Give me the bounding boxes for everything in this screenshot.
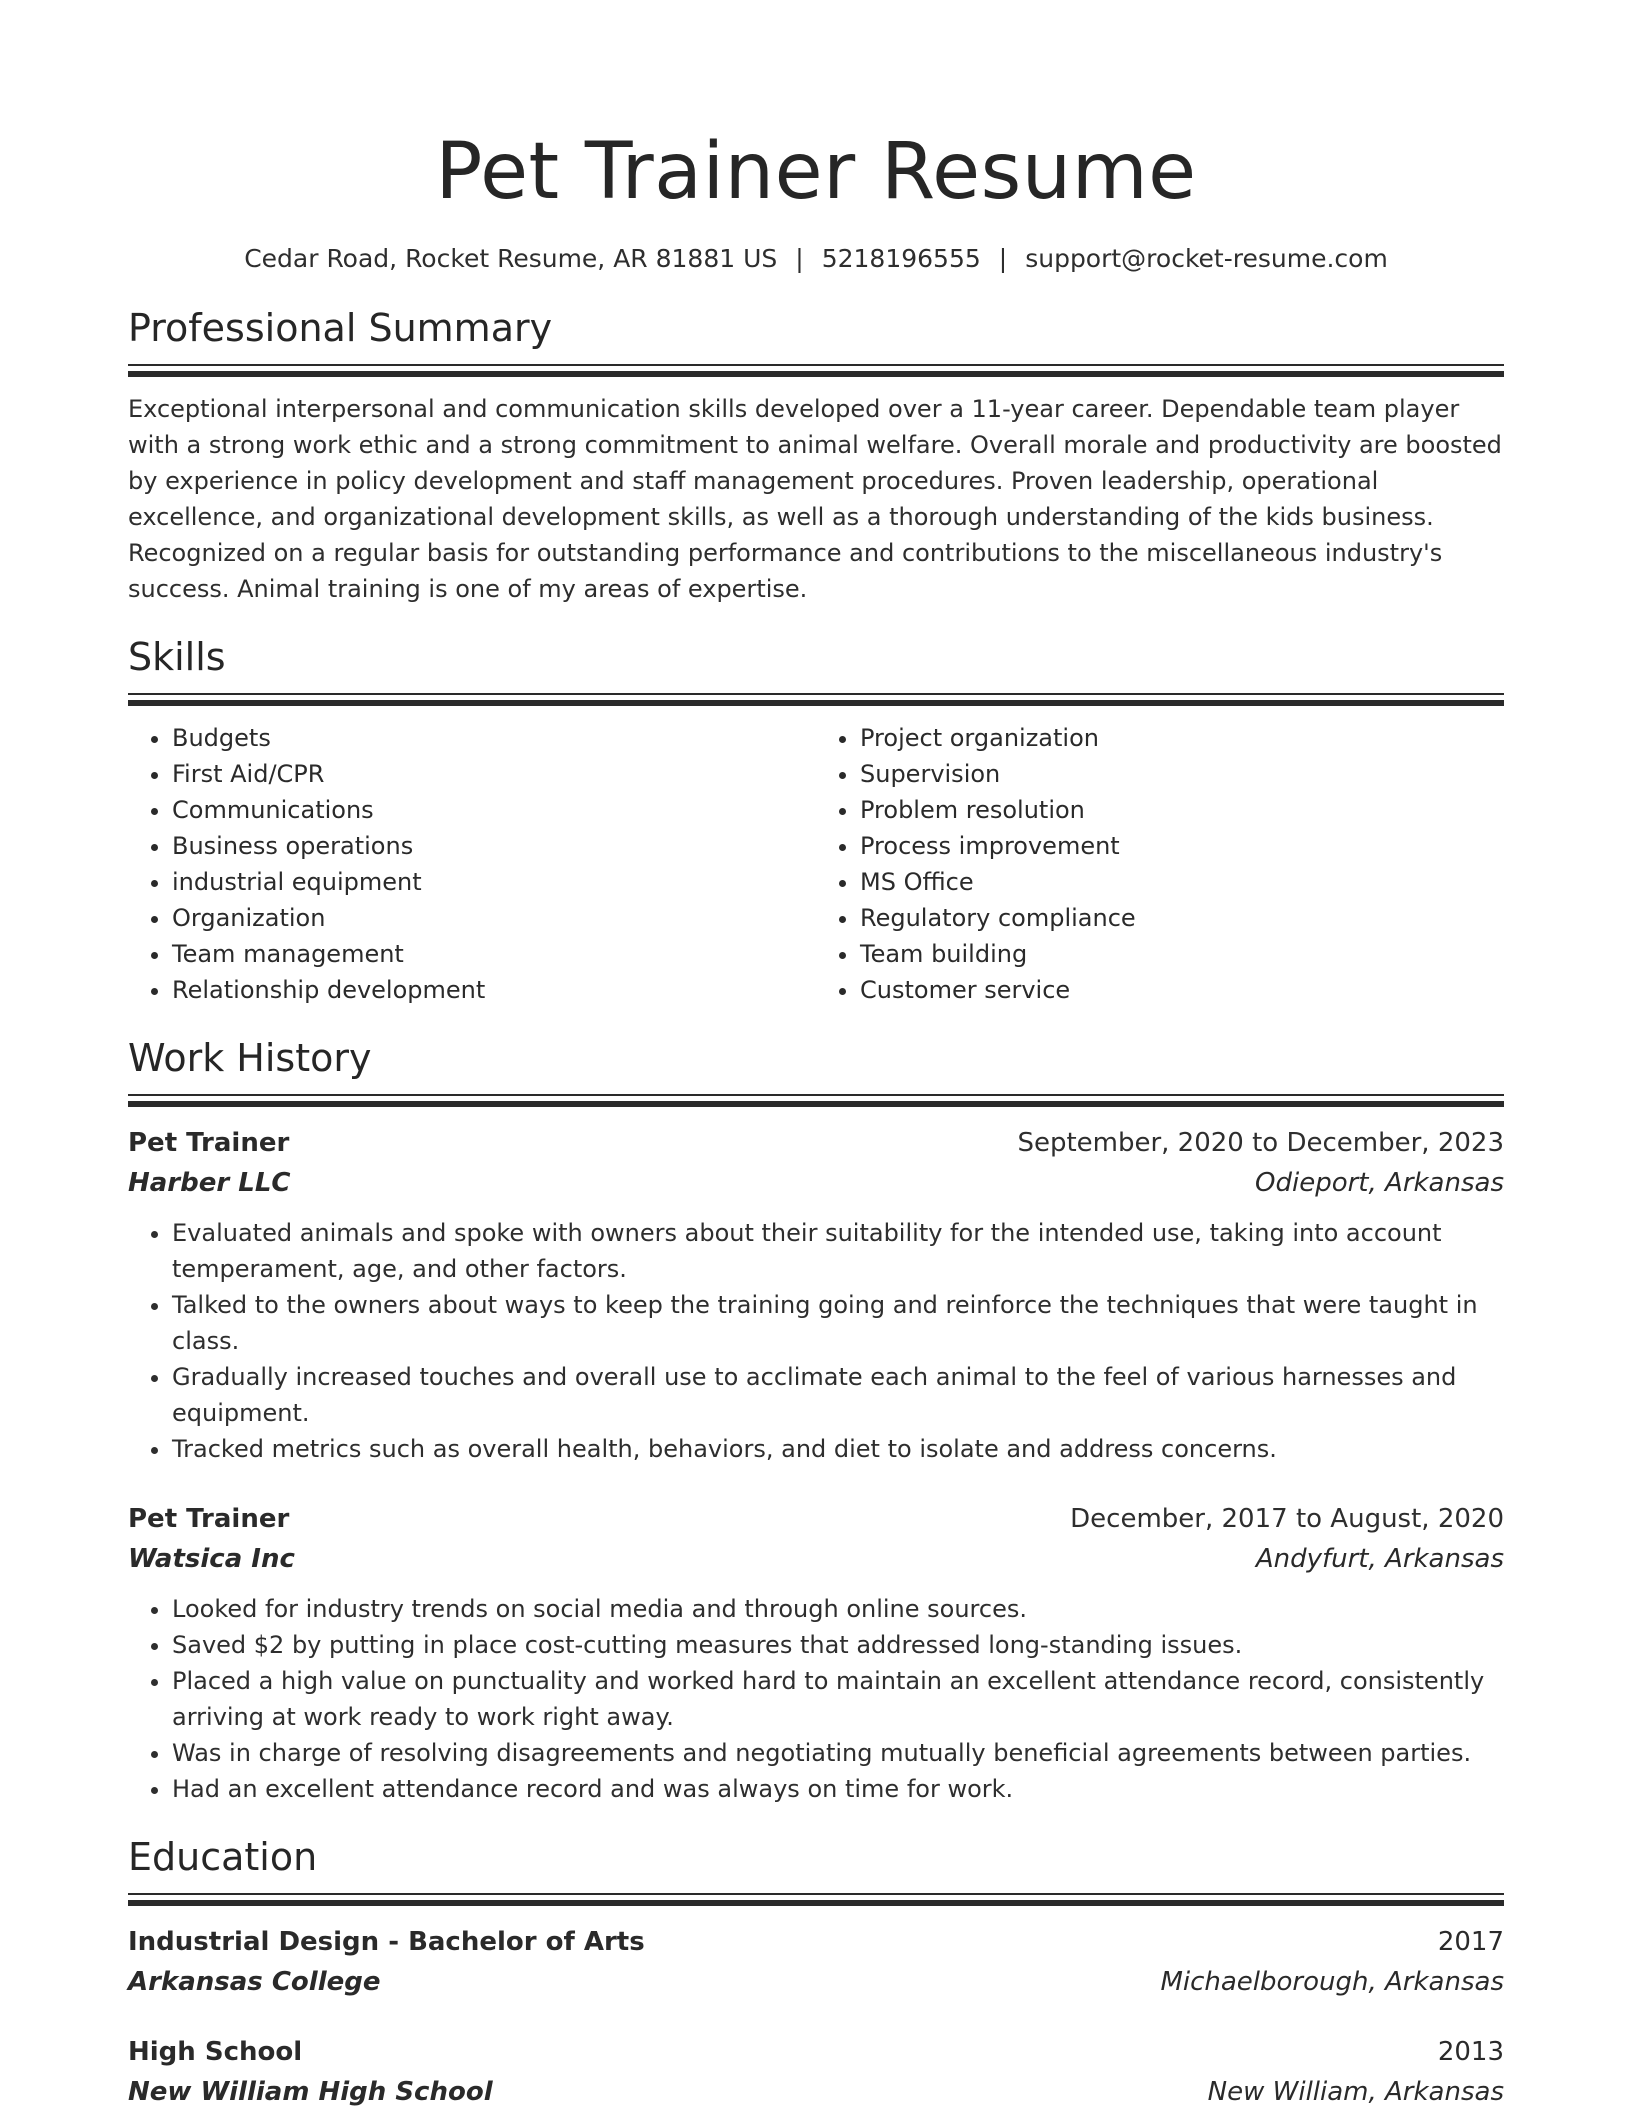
skills-grid xyxy=(128,720,1504,1008)
job-entry xyxy=(128,1123,1504,1467)
contact-address: Cedar Road, Rocket Resume, AR 81881 US xyxy=(244,244,778,273)
resume-page xyxy=(128,0,1504,2112)
job-duty: • Evaluated animals and spoke with owners about their suitability for the intended use, taking into account temperament, age, and other factors. xyxy=(172,1215,1504,1287)
section-divider xyxy=(128,1094,1504,1107)
work-history-heading: Work History xyxy=(128,1036,372,1080)
skill-item: • Relationship development xyxy=(172,972,816,1008)
education-year: 2017 xyxy=(1437,1927,1504,1957)
job-title: Pet Trainer xyxy=(128,1504,290,1534)
skill-item: • Supervision xyxy=(860,756,1504,792)
job-dates: September, 2020 to December, 2023 xyxy=(1017,1128,1504,1158)
skill-item: • First Aid/CPR xyxy=(172,756,816,792)
skill-item: • MS Office xyxy=(860,864,1504,900)
skill-item: • Organization xyxy=(172,900,816,936)
skill-item: • Team building xyxy=(860,936,1504,972)
job-duty: • Looked for industry trends on social media and through online sources. xyxy=(172,1591,1504,1627)
education-location: Michaelborough, Arkansas xyxy=(1160,1967,1504,1997)
job-company: Harber LLC xyxy=(128,1168,291,1198)
contact-separator: | xyxy=(998,244,1008,273)
contact-line xyxy=(128,242,1504,276)
education-school: Arkansas College xyxy=(128,1967,381,1997)
job-company: Watsica Inc xyxy=(128,1544,295,1574)
skill-item: • Project organization xyxy=(860,720,1504,756)
job-duty: • Had an excellent attendance record and was always on time for work. xyxy=(172,1771,1504,1807)
education-section xyxy=(128,1833,1504,2112)
skill-item: • Regulatory compliance xyxy=(860,900,1504,936)
skill-item: • Process improvement xyxy=(860,828,1504,864)
skills-list-left xyxy=(128,720,816,1008)
section-divider xyxy=(128,1893,1504,1906)
education-degree: Industrial Design - Bachelor of Arts xyxy=(128,1927,645,1957)
education-degree: High School xyxy=(128,2037,303,2067)
summary-text: Exceptional interpersonal and communication skills developed over a 11-year career. Dependable team player with a strong work ethic and a strong commitment to animal welfare. Overall morale and productivity are boosted by experience in policy development and staff management procedures. Proven leadership, operational excellence, and organizational development skills, as well as a thorough understanding of the kids business. Recognized on a regular basis for outstanding performance and contributions to the miscellaneous industry's success. Animal training is one of my areas of expertise. xyxy=(128,395,1502,603)
skill-item: • Customer service xyxy=(860,972,1504,1008)
job-duties xyxy=(128,1215,1504,1467)
education-location: New William, Arkansas xyxy=(1207,2077,1504,2107)
skill-item: • Problem resolution xyxy=(860,792,1504,828)
section-divider xyxy=(128,693,1504,706)
education-entry xyxy=(128,1922,1504,2002)
contact-email: support@rocket-resume.com xyxy=(1025,244,1388,273)
job-duty: • Gradually increased touches and overall use to acclimate each animal to the feel of various harnesses and equipment. xyxy=(172,1359,1504,1431)
skill-item: • Business operations xyxy=(172,828,816,864)
job-dates: December, 2017 to August, 2020 xyxy=(1070,1504,1504,1534)
contact-phone: 5218196555 xyxy=(821,244,981,273)
skill-item: • industrial equipment xyxy=(172,864,816,900)
job-duty: • Talked to the owners about ways to keep the training going and reinforce the techniques that were taught in class. xyxy=(172,1287,1504,1359)
resume-title: Pet Trainer Resume xyxy=(435,127,1197,217)
job-entry xyxy=(128,1499,1504,1807)
job-title: Pet Trainer xyxy=(128,1128,290,1158)
job-location: Andyfurt, Arkansas xyxy=(1255,1544,1504,1574)
skills-section xyxy=(128,633,1504,1008)
skill-item: • Team management xyxy=(172,936,816,972)
job-duty: • Was in charge of resolving disagreements and negotiating mutually beneficial agreements between parties. xyxy=(172,1735,1504,1771)
job-duty: • Saved $2 by putting in place cost-cutting measures that addressed long-standing issues. xyxy=(172,1627,1504,1663)
education-entry xyxy=(128,2032,1504,2112)
job-location: Odieport, Arkansas xyxy=(1255,1168,1504,1198)
job-duties xyxy=(128,1591,1504,1807)
job-duty: • Placed a high value on punctuality and worked hard to maintain an excellent attendance record, consistently arriving at work ready to work right away. xyxy=(172,1663,1504,1735)
job-duty: • Tracked metrics such as overall health, behaviors, and diet to isolate and address concerns. xyxy=(172,1431,1504,1467)
education-heading: Education xyxy=(128,1835,318,1879)
summary-section xyxy=(128,304,1504,607)
work-history-section xyxy=(128,1034,1504,1807)
skills-heading: Skills xyxy=(128,635,226,679)
skills-list-right xyxy=(816,720,1504,1008)
summary-heading: Professional Summary xyxy=(128,306,553,350)
skill-item: • Budgets xyxy=(172,720,816,756)
contact-separator: | xyxy=(795,244,804,273)
education-school: New William High School xyxy=(128,2077,493,2107)
skill-item: • Communications xyxy=(172,792,816,828)
education-year: 2013 xyxy=(1437,2037,1504,2067)
section-divider xyxy=(128,364,1504,377)
